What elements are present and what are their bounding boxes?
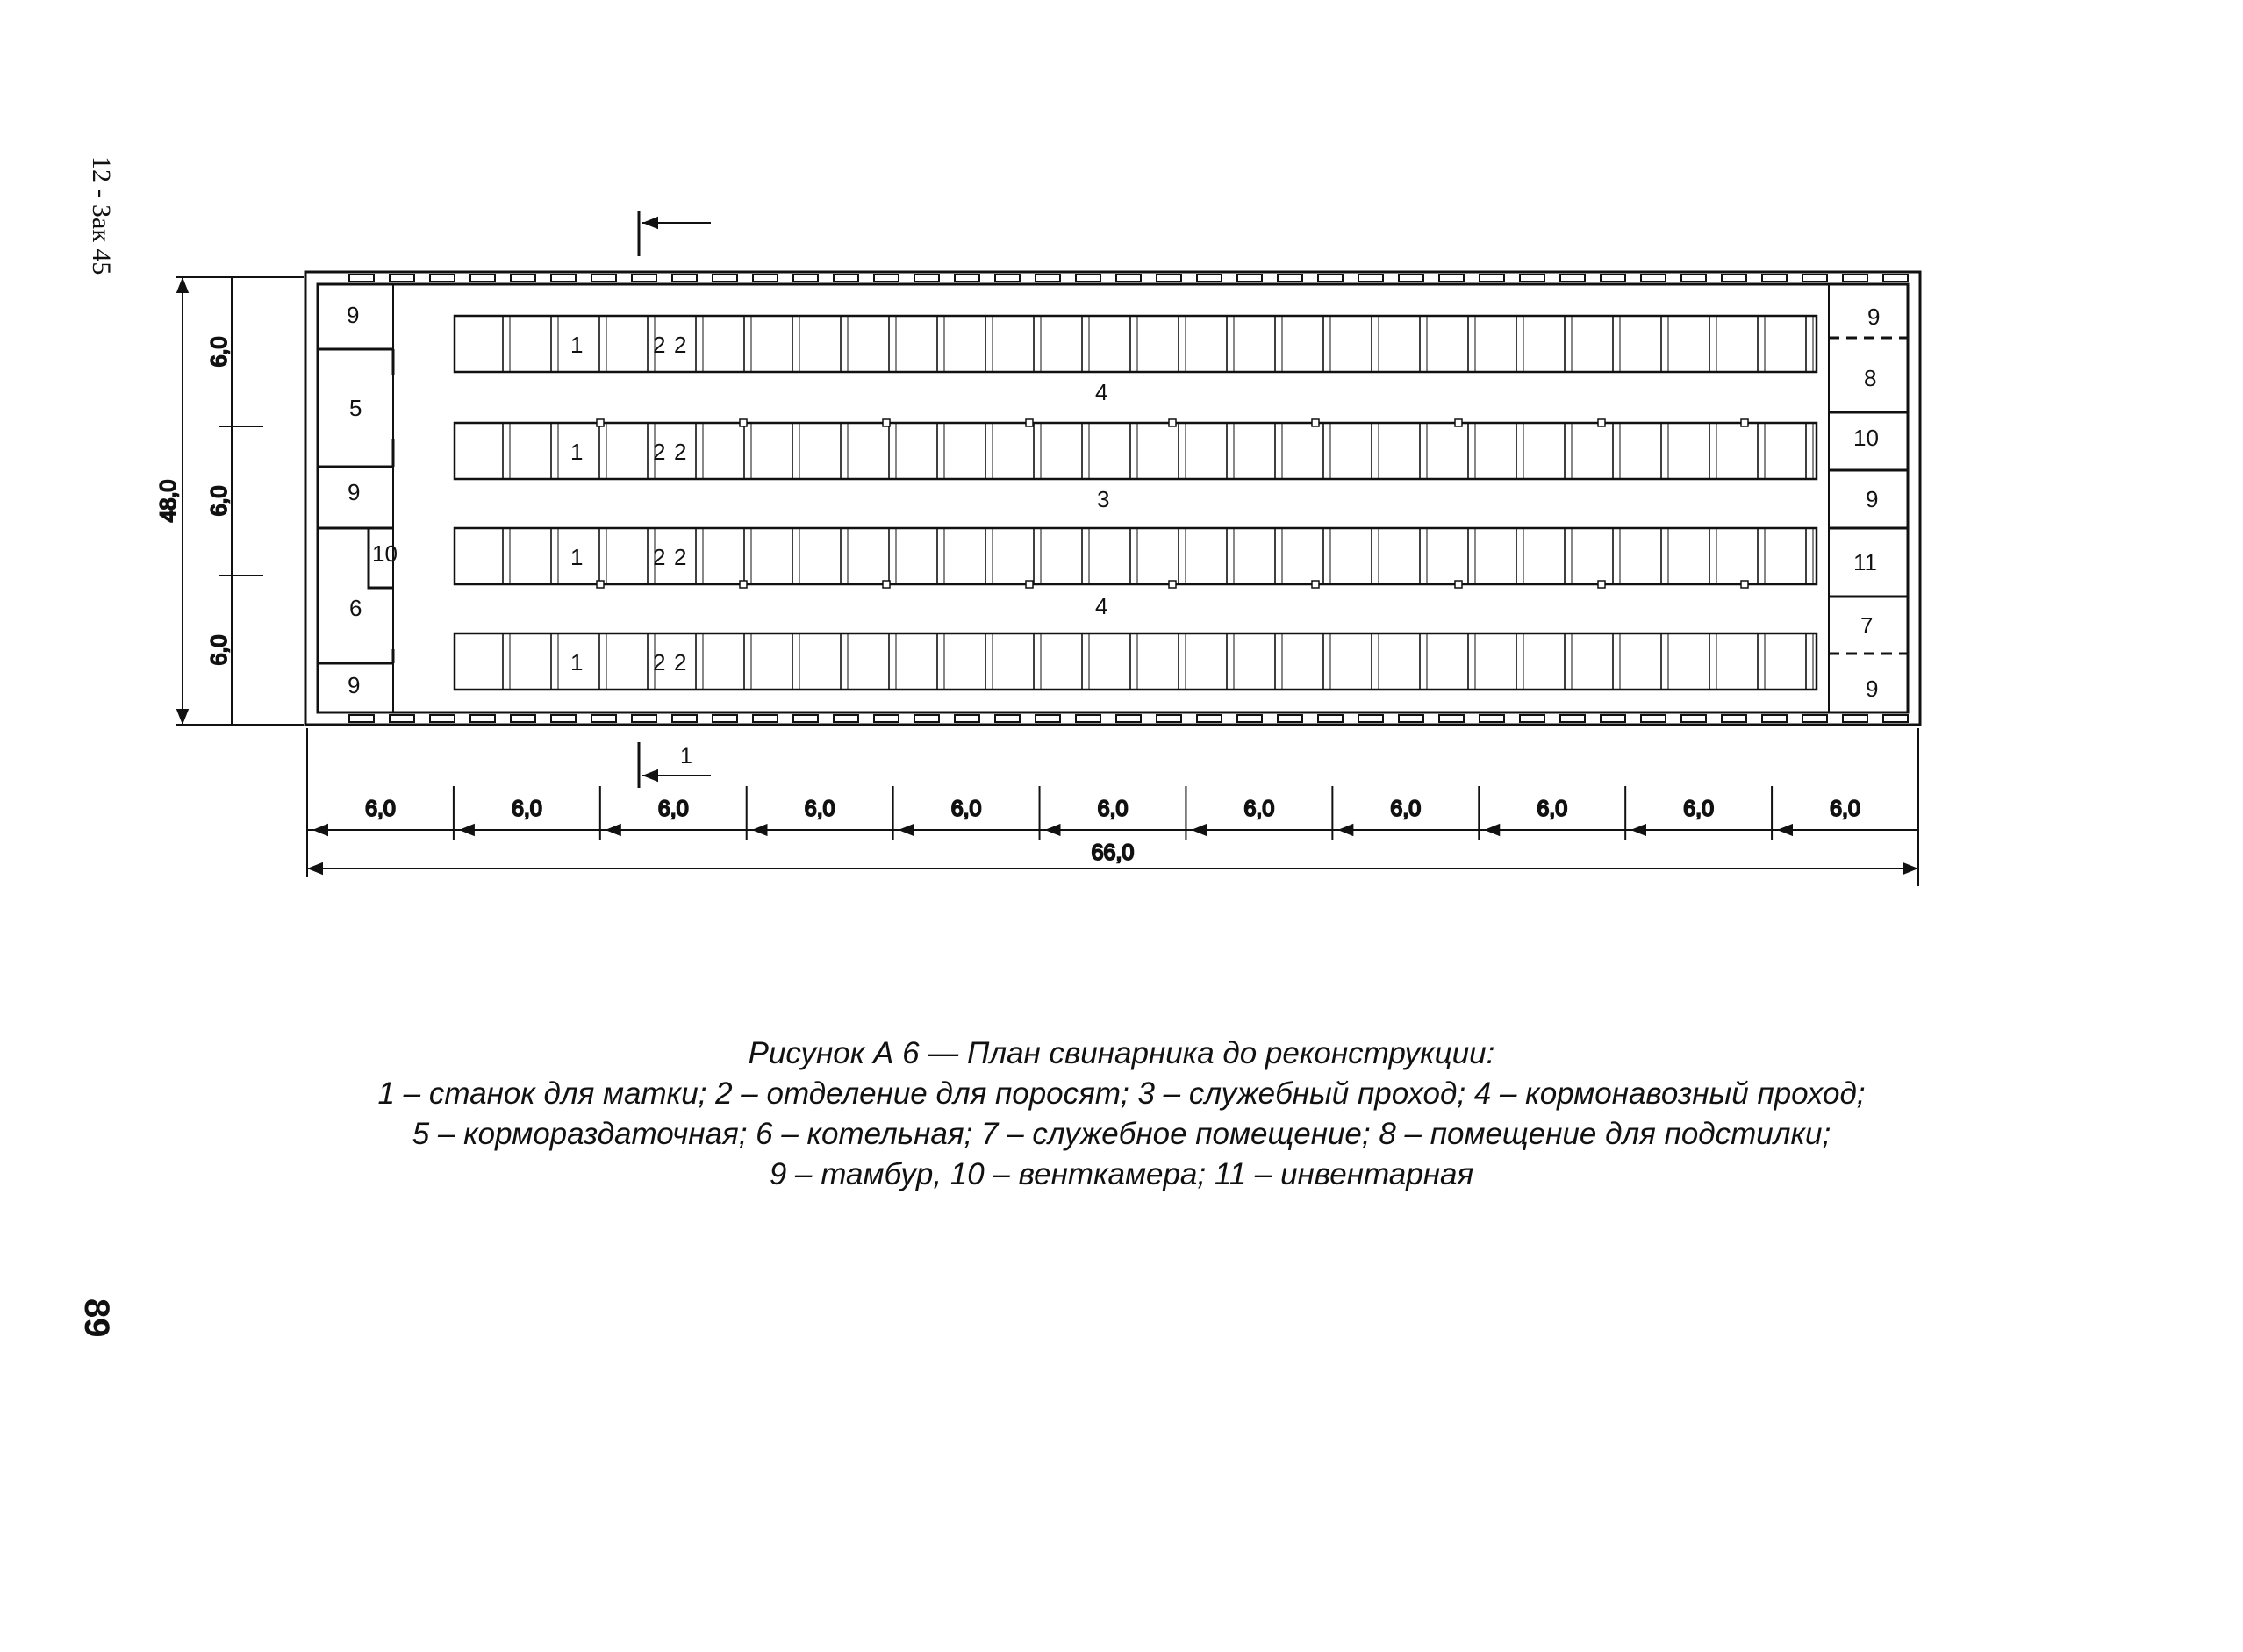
window <box>834 715 858 722</box>
total-length-label: 66,0 <box>1091 840 1135 865</box>
section-mark-label: 1 <box>680 744 692 769</box>
post <box>883 581 890 588</box>
aisle-label-upper-feed: 4 <box>1095 379 1108 405</box>
window <box>995 715 1020 722</box>
post <box>1312 419 1319 426</box>
window <box>1278 275 1302 282</box>
bay-dimension-label: 6,0 <box>511 797 542 821</box>
pen-label-sow: 1 <box>570 439 584 465</box>
window <box>1681 715 1706 722</box>
post <box>597 419 604 426</box>
page-number: 89 <box>77 1298 116 1338</box>
room-label-vent-left: 10 <box>372 540 398 567</box>
window <box>1560 715 1585 722</box>
window <box>349 275 374 282</box>
window <box>551 715 576 722</box>
window <box>1802 715 1827 722</box>
window <box>591 275 616 282</box>
room-label-vestibule-mid-left: 9 <box>348 479 361 505</box>
window <box>1237 275 1262 282</box>
window <box>1036 715 1060 722</box>
window <box>1116 715 1141 722</box>
window <box>1520 275 1544 282</box>
total-width-label: 48,0 <box>156 479 181 523</box>
caption-line-2: 5 – кормораздаточная; 6 – котельная; 7 – служебное помещение; 8 – помещение для подстилки; <box>412 1117 1831 1151</box>
room-label-vent-right: 10 <box>1853 425 1879 451</box>
post <box>1741 581 1748 588</box>
bay-dimension-label: 6,0 <box>804 797 835 821</box>
window <box>1802 275 1827 282</box>
window <box>430 275 455 282</box>
bay-dimension-label: 6,0 <box>1390 797 1422 821</box>
window <box>834 275 858 282</box>
window <box>1439 275 1464 282</box>
window <box>1843 275 1867 282</box>
post <box>1169 581 1176 588</box>
window <box>914 715 939 722</box>
window <box>1480 275 1504 282</box>
window <box>1762 275 1787 282</box>
post <box>1169 419 1176 426</box>
window <box>1601 715 1625 722</box>
window <box>511 715 535 722</box>
window <box>430 715 455 722</box>
window <box>793 275 818 282</box>
room-label-vestibule-top-left: 9 <box>347 302 360 328</box>
window <box>1237 715 1262 722</box>
pen-label-sow: 1 <box>570 649 584 676</box>
bay-dimension-label: 6,0 <box>1243 797 1275 821</box>
window <box>1439 715 1464 722</box>
window <box>632 715 656 722</box>
room-label-vestibule-mid-right: 9 <box>1866 486 1879 512</box>
window <box>1520 715 1544 722</box>
window <box>1722 275 1746 282</box>
window <box>955 275 979 282</box>
window <box>1399 715 1423 722</box>
post <box>1598 581 1605 588</box>
window <box>1883 715 1908 722</box>
pen-label-piglet: 2 <box>674 439 687 465</box>
post <box>1026 419 1033 426</box>
aisle-label-lower-feed: 4 <box>1095 593 1108 619</box>
room-label-vestibule-top-right: 9 <box>1867 304 1881 330</box>
window <box>1480 715 1504 722</box>
window <box>1358 275 1383 282</box>
caption-line-3: 9 – тамбур, 10 – венткамера; 11 – инвентарная <box>769 1157 1474 1191</box>
window <box>551 275 576 282</box>
bay-dimension-label: 6,0 <box>1830 797 1860 821</box>
pen-label-piglet: 2 <box>674 649 687 676</box>
pen-label-sow: 1 <box>570 544 584 570</box>
window <box>874 275 899 282</box>
window <box>874 715 899 722</box>
window <box>632 275 656 282</box>
window <box>390 275 414 282</box>
window <box>793 715 818 722</box>
window <box>1399 275 1423 282</box>
pen-label-piglet: 2 <box>674 544 687 570</box>
caption-line-1: 1 – станок для матки; 2 – отделение для поросят; 3 – служебный проход; 4 – кормонавозный проход; <box>377 1076 1866 1111</box>
window <box>1560 275 1585 282</box>
window <box>1036 275 1060 282</box>
window <box>1076 715 1100 722</box>
room-label-inventory: 11 <box>1853 549 1877 576</box>
span-dimension-label: 6,0 <box>207 336 232 368</box>
window <box>1318 715 1343 722</box>
post <box>883 419 890 426</box>
window <box>1722 715 1746 722</box>
bay-dimension-label: 6,0 <box>950 797 982 821</box>
window <box>1601 275 1625 282</box>
window <box>1157 715 1181 722</box>
bay-dimension-label: 6,0 <box>1683 797 1715 821</box>
window <box>470 715 495 722</box>
window <box>1076 275 1100 282</box>
window <box>995 275 1020 282</box>
post <box>1026 581 1033 588</box>
room-label-bedding: 8 <box>1864 365 1877 391</box>
window <box>1197 715 1222 722</box>
window <box>753 275 778 282</box>
bay-dimension-label: 6,0 <box>657 797 689 821</box>
window <box>713 275 737 282</box>
window <box>1116 275 1141 282</box>
window <box>1641 275 1666 282</box>
post <box>740 581 747 588</box>
window <box>470 275 495 282</box>
window <box>955 715 979 722</box>
pen-rows <box>455 316 1817 690</box>
pen-label-piglet: 2 <box>653 332 666 358</box>
pen-label-piglet: 2 <box>653 649 666 676</box>
post <box>1455 581 1462 588</box>
post <box>1455 419 1462 426</box>
dimension-lines <box>156 277 1918 886</box>
pen-label-piglet: 2 <box>653 439 666 465</box>
window <box>914 275 939 282</box>
window <box>753 715 778 722</box>
pen-label-piglet: 2 <box>653 544 666 570</box>
window <box>1843 715 1867 722</box>
section-cut-marks <box>639 211 711 788</box>
window <box>1318 275 1343 282</box>
window <box>1358 715 1383 722</box>
window <box>672 715 697 722</box>
window <box>511 275 535 282</box>
window <box>390 715 414 722</box>
window <box>349 715 374 722</box>
window <box>713 715 737 722</box>
figure-caption <box>0 1033 2243 1195</box>
window <box>1641 715 1666 722</box>
bay-dimension-label: 6,0 <box>1537 797 1568 821</box>
room-label-vestibule-bottom-right: 9 <box>1866 676 1879 702</box>
room-label-boiler: 6 <box>349 595 362 621</box>
window <box>672 275 697 282</box>
post <box>597 581 604 588</box>
room-label-feed-room: 5 <box>349 395 362 421</box>
window <box>1278 715 1302 722</box>
pen-label-piglet: 2 <box>674 332 687 358</box>
bay-dimension-label: 6,0 <box>365 797 396 821</box>
caption-title: Рисунок А 6 — План свинарника до реконструкции: <box>748 1036 1495 1070</box>
room-label-service-room: 7 <box>1860 612 1874 639</box>
outer-walls <box>305 272 1920 725</box>
room-label-vestibule-bottom-left: 9 <box>348 672 361 698</box>
window <box>1762 715 1787 722</box>
window <box>1157 275 1181 282</box>
aisle-label-service: 3 <box>1097 486 1110 512</box>
pen-label-sow: 1 <box>570 332 584 358</box>
window <box>1197 275 1222 282</box>
post <box>740 419 747 426</box>
window <box>591 715 616 722</box>
span-dimension-label: 6,0 <box>207 485 232 517</box>
span-dimension-label: 6,0 <box>207 634 232 666</box>
post <box>1598 419 1605 426</box>
post <box>1312 581 1319 588</box>
window <box>1883 275 1908 282</box>
post <box>1741 419 1748 426</box>
bay-dimension-label: 6,0 <box>1097 797 1129 821</box>
window <box>1681 275 1706 282</box>
margin-note: 12 - Зак 45 <box>87 156 116 275</box>
